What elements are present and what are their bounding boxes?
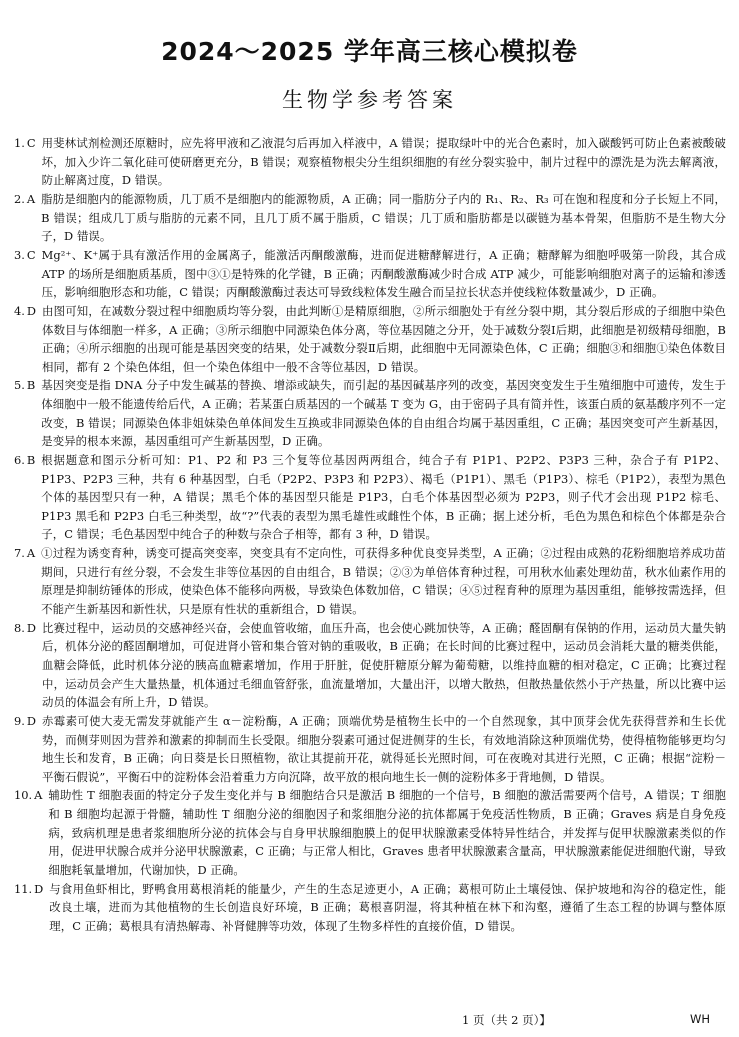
answer-item-5 <box>14 376 726 450</box>
question-number: 4. <box>14 303 25 318</box>
question-number: 9. <box>14 713 25 728</box>
answer-explanation: 用斐林试剂检测还原糖时，应先将甲液和乙液混匀后再加入样液中，A 错误；提取绿叶中的光合色素时，加入碳酸钙可防止色素被酸破坏，加入少许二氧化硅可使研磨更充分，B 错误；观察植物根尖分生组织细胞的有丝分裂实验中，制片过程中的漂洗是为洗去解离液，防止解离过度，D 错误。 <box>41 136 726 188</box>
question-number: 7. <box>14 546 25 561</box>
answer-choice: A <box>26 191 36 206</box>
paper-code: WH <box>690 1012 711 1026</box>
question-number: 11. <box>14 881 33 896</box>
answer-item-10 <box>14 786 726 879</box>
answer-item-8 <box>14 619 726 712</box>
answer-list <box>14 134 726 936</box>
answer-choice: C <box>26 247 36 262</box>
question-number: 5. <box>14 378 25 393</box>
question-number: 3. <box>14 247 25 262</box>
answer-item-2 <box>14 190 726 246</box>
answer-choice: D <box>26 620 37 635</box>
answer-explanation: Mg²⁺、K⁺属于具有激活作用的金属离子，能激活丙酮酸激酶，进而促进糖酵解进行，A 正确；糖酵解为细胞呼吸第一阶段，其合成 ATP 的场所是细胞质基质，图中③①是特殊的化学键，B 正确；丙酮酸激酶减少时合成 ATP 减少，可能影响细胞对离子的运输和渗透压，影响细胞形态和功能，C 错误；丙酮酸激酶过表达可导致线粒体发生融合而呈拉长状态并使线粒体数量减少，D 正确。 <box>41 247 726 300</box>
answer-choice: A <box>34 788 43 803</box>
page-number: 1 页（共 2 页）】 <box>462 1013 551 1027</box>
answer-explanation: 辅助性 T 细胞表面的特定分子发生变化并与 B 细胞结合只是激活 B 细胞的一个信号，B 细胞的激活需要两个信号，A 错误；T 细胞和 B 细胞均起源于骨髓，辅助性 T 细胞分泌的细胞因子和浆细胞分泌的抗体都属于免疫活性物质，B 正确；Graves 病是自身免疫病，致病机理是患者浆细胞所分泌的抗体会与自身甲状腺细胞膜上的促甲状腺激素受体特异性结合，并发挥与促甲状腺激素类似的作用，促进甲状腺合成并分泌甲状腺激素，C 正确；与正常人相比，Graves 患者甲状腺激素含量高，甲状腺激素能促进细胞代谢，导致细胞耗氧量增加，代谢加快，D 正确。 <box>48 788 726 877</box>
answer-item-3 <box>14 246 726 302</box>
answer-explanation: ①过程为诱变育种，诱变可提高突变率，突变具有不定向性，可获得多种优良变异类型，A 正确；②过程由成熟的花粉细胞培养成功苗期间，只进行有丝分裂，不会发生非等位基因的自由组合，B 错误；②③为单倍体育种过程，可用秋水仙素处理幼苗，秋水仙素作用的原理是抑制纺锤体的形成，使染色体不能移向两极，导致染色体数加倍，C 错误；④⑤过程育种的原理为基因重组，能够按需选择，但不能产生新基因和新性状，只是原有性状的重新组合，D 错误。 <box>41 546 726 616</box>
answer-item-7 <box>14 544 726 618</box>
answer-choice: D <box>26 713 37 728</box>
answer-key-subtitle: 生物学参考答案 <box>282 88 457 112</box>
answer-item-9 <box>14 712 726 786</box>
answer-choice: B <box>26 453 36 468</box>
answer-item-1 <box>14 134 726 190</box>
answer-item-4 <box>14 302 726 376</box>
answer-choice: B <box>26 378 36 393</box>
answer-choice: D <box>34 881 44 896</box>
answer-explanation: 基因突变是指 DNA 分子中发生碱基的替换、增添或缺失，而引起的基因碱基序列的改变，基因突变发生于生殖细胞中可遗传，发生于体细胞中一般不能遗传给后代，A 正确；若某蛋白质基因的一个碱基 T 变为 G，由于密码子具有简并性，该蛋白质的氨基酸序列不一定改变，B 错误；同源染色体非姐妹染色单体间发生互换或非同源染色体的自由组合均属于基因重组，C 正确；基因突变可产生新基因，是变异的根本来源，基因重组可产生新基因型，D 正确。 <box>41 378 726 449</box>
question-number: 6. <box>14 453 25 468</box>
answer-explanation: 由图可知，在减数分裂过程中细胞质均等分裂，由此判断①是精原细胞，②所示细胞处于有丝分裂中期，其分裂后形成的子细胞中染色体数目与体细胞一样多，A 正确；③所示细胞中同源染色体分离，等位基因随之分开，处于减数分裂Ⅰ后期，此细胞是初级精母细胞，B 正确；④所示细胞的出现可能是基因突变的结果，处于减数分裂Ⅱ后期，此细胞中无同源染色体，C 正确；细胞③和细胞①染色体数目相同，都有 2 个染色体组，但一个染色体组中一般不含等位基因，D 错误。 <box>42 303 726 374</box>
answer-choice: A <box>26 546 36 561</box>
answer-explanation: 脂肪是细胞内的能源物质，几丁质不是细胞内的能源物质，A 正确；同一脂肪分子内的 R₁、R₂、R₃ 可在饱和程度和分子长短上不同，B 错误；组成几丁质与脂肪的元素不同，且几丁质不属于脂质，C 错误；几丁质和脂肪都是以碳链为基本骨架，但脂肪不是生物大分子，D 错误。 <box>41 191 726 244</box>
exam-title: 2024～2025 学年高三核心模拟卷 <box>161 37 578 66</box>
question-number: 8. <box>14 620 25 635</box>
answer-explanation: 与食用鱼虾相比，野鸭食用葛根消耗的能量少，产生的生态足迹更小，A 正确；葛根可防止土壤侵蚀、保护坡地和沟谷的稳定性，能改良土壤，进而为其他植物的生长创造良好环境，B 正确；葛根喜阴湿，将其种植在林下和沟壑，遵循了生态工程的协调与整体原理，C 正确；葛根具有清热解毒、补肾健脾等功效，体现了生物多样性的直接价值，D 错误。 <box>49 881 726 933</box>
question-number: 10. <box>14 788 33 803</box>
question-number: 1. <box>14 136 25 150</box>
answer-explanation: 赤霉素可使大麦无需发芽就能产生 α－淀粉酶，A 正确；顶端优势是植物生长中的一个自然现象，其中顶芽会优先获得营养和生长优势，而侧芽则因为营养和激素的抑制而生长受限。细胞分裂素可通过促进侧芽的生长，有效地消除这种顶端优势，使得植物能够更均匀地生长和发育，B 正确；向日葵是长日照植物，欲让其提前开花，就得延长光照时间，可在夜晚对其进行光照，C 正确；根据“淀粉－平衡石假说”，平衡石中的淀粉体会沿着重力方向沉降，故平放的根向地生长一侧的淀粉体多于背地侧，D 错误。 <box>42 713 726 784</box>
answer-item-6 <box>14 451 726 544</box>
answer-explanation: 根据题意和图示分析可知：P1、P2 和 P3 三个复等位基因两两组合，纯合子有 P1P1、P2P2、P3P3 三种，杂合子有 P1P2、P1P3、P2P3 三种，共有 6 种基因型，白毛（P2P2、P3P3 和 P2P3）、褐毛（P1P1）、黑毛（P1P3）、棕毛（P1P2），表型为黑色个体的基因型只有一种，A 错误；黑毛个体的基因型只能是 P1P3，白毛个体基因型必须为 P2P3，则子代才会出现 P1P2 棕毛、P1P3 黑毛和 P2P3 白毛三种类型，故“?”代表的表型为黑毛雄性或雌性个体，B 正确；据上述分析，毛色为黑色和棕色个体都是杂合子，C 错误；毛色基因型中纯合子的种数与杂合子相等，都有 3 种，D 错误。 <box>41 453 726 542</box>
answer-choice: D <box>26 303 37 318</box>
answer-choice: C <box>26 136 36 150</box>
answer-item-11 <box>14 880 726 936</box>
answer-explanation: 比赛过程中，运动员的交感神经兴奋，会使血管收缩，血压升高，也会使心跳加快等，A 正确；醛固酮有保钠的作用，运动员大量失钠后，机体分泌的醛固酮增加，可促进肾小管和集合管对钠的重吸收，B 正确；在长时间的比赛过程中，运动员会消耗大量的糖类供能，血糖会降低，此时机体分泌的胰高血糖素增加，作用于肝脏，促使肝糖原分解为葡萄糖，以维持血糖的相对稳定，C 正确；比赛过程中，运动员会产生大量热量，机体通过毛细血管舒张，血流量增加，大量出汗，以增大散热，但散热量依然小于产热量，所以比赛中运动员的体温会有所上升，D 错误。 <box>42 620 726 710</box>
question-number: 2. <box>14 191 25 206</box>
